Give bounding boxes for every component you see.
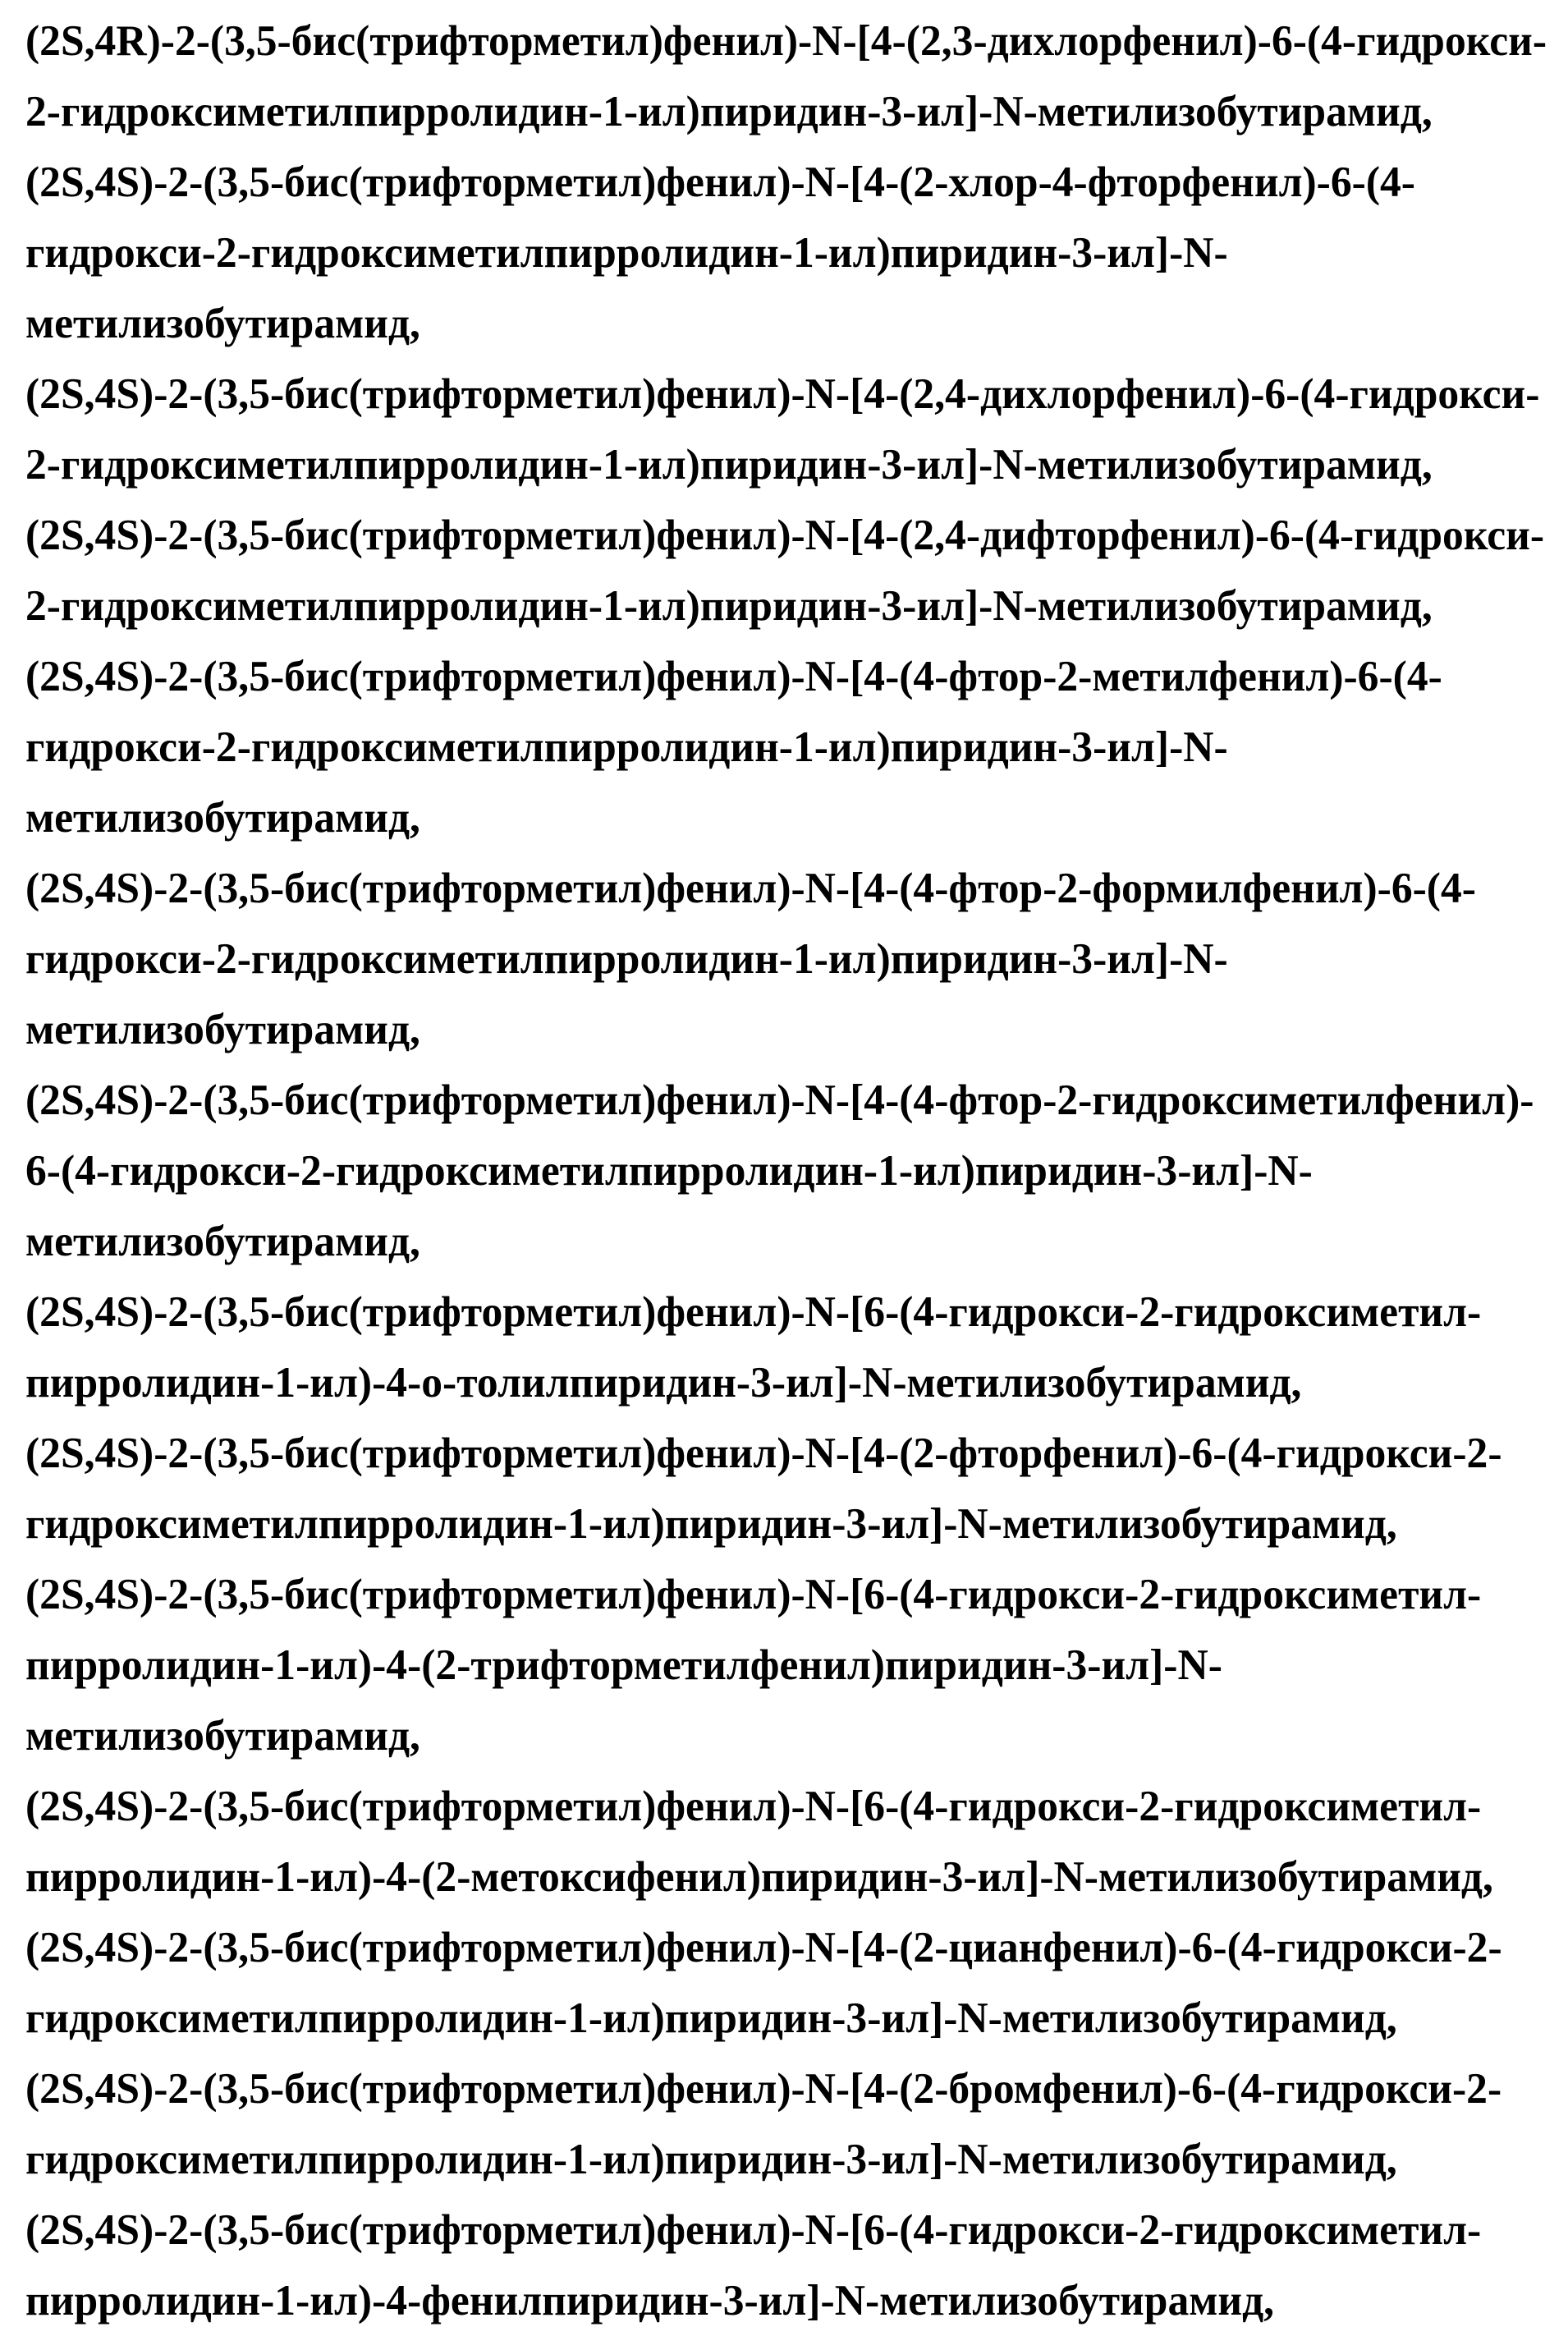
text-line: гидрокси-2-гидроксиметилпирролидин-1-ил)пиридин-3-ил]-N- [25, 218, 1547, 288]
text-line: (2S,4S)-2-(3,5-бис(трифторметил)фенил)-N-[4-(4-фтор-2-гидроксиметилфенил)- [25, 1065, 1547, 1136]
text-line: метилизобутирамид, [25, 1206, 1547, 1277]
document-body [25, 6, 1568, 2336]
text-line: пирролидин-1-ил)-4-о-толилпиридин-3-ил]-N-метилизобутирамид, [25, 1347, 1547, 1418]
text-line: 2-гидроксиметилпирролидин-1-ил)пиридин-3-ил]-N-метилизобутирамид, [25, 571, 1547, 641]
text-line: (2S,4S)-2-(3,5-бис(трифторметил)фенил)-N-[4-(4-фтор-2-метилфенил)-6-(4- [25, 641, 1547, 712]
text-line: (2S,4S)-2-(3,5-бис(трифторметил)фенил)-N-[6-(4-гидрокси-2-гидроксиметил- [25, 1771, 1547, 1842]
text-line: пирролидин-1-ил)-4-(2-метоксифенил)пиридин-3-ил]-N-метилизобутирамид, [25, 1842, 1547, 1912]
text-line: метилизобутирамид, [25, 288, 1547, 359]
text-line: гидроксиметилпирролидин-1-ил)пиридин-3-ил]-N-метилизобутирамид, [25, 2124, 1547, 2195]
text-line: 6-(4-гидрокси-2-гидроксиметилпирролидин-1-ил)пиридин-3-ил]-N- [25, 1136, 1547, 1206]
text-line: (2S,4S)-2-(3,5-бис(трифторметил)фенил)-N-[4-(2-бромфенил)-6-(4-гидрокси-2- [25, 2054, 1547, 2124]
text-line: (2S,4S)-2-(3,5-бис(трифторметил)фенил)-N-[6-(4-гидрокси-2-гидроксиметил- [25, 1277, 1547, 1347]
text-line: гидрокси-2-гидроксиметилпирролидин-1-ил)пиридин-3-ил]-N- [25, 712, 1547, 782]
text-line: (2S,4S)-2-(3,5-бис(трифторметил)фенил)-N-[4-(2-фторфенил)-6-(4-гидрокси-2- [25, 1418, 1547, 1489]
text-line: метилизобутирамид, [25, 1700, 1547, 1771]
text-line: (2S,4S)-2-(3,5-бис(трифторметил)фенил)-N-[6-(4-гидрокси-2-гидроксиметил- [25, 1559, 1547, 1630]
text-line: метилизобутирамид, [25, 782, 1547, 853]
text-line: (2S,4S)-2-(3,5-бис(трифторметил)фенил)-N-[6-(4-гидрокси-2-гидроксиметил- [25, 2195, 1547, 2265]
text-line: 2-гидроксиметилпирролидин-1-ил)пиридин-3-ил]-N-метилизобутирамид, [25, 429, 1547, 500]
text-line: (2S,4S)-2-(3,5-бис(трифторметил)фенил)-N-[4-(2-цианфенил)-6-(4-гидрокси-2- [25, 1912, 1547, 1983]
text-line: гидроксиметилпирролидин-1-ил)пиридин-3-ил]-N-метилизобутирамид, [25, 1489, 1547, 1559]
text-line: пирролидин-1-ил)-4-фенилпиридин-3-ил]-N-метилизобутирамид, [25, 2265, 1547, 2336]
text-line: (2S,4R)-2-(3,5-бис(трифторметил)фенил)-N-[4-(2,3-дихлорфенил)-6-(4-гидрокси- [25, 6, 1547, 76]
text-line: пирролидин-1-ил)-4-(2-трифторметилфенил)пиридин-3-ил]-N- [25, 1630, 1547, 1700]
text-line: (2S,4S)-2-(3,5-бис(трифторметил)фенил)-N-[4-(2-хлор-4-фторфенил)-6-(4- [25, 147, 1547, 218]
text-line: метилизобутирамид, [25, 994, 1547, 1065]
text-line: гидроксиметилпирролидин-1-ил)пиридин-3-ил]-N-метилизобутирамид, [25, 1983, 1547, 2054]
text-line: (2S,4S)-2-(3,5-бис(трифторметил)фенил)-N-[4-(2,4-дифторфенил)-6-(4-гидрокси- [25, 500, 1547, 571]
text-line: (2S,4S)-2-(3,5-бис(трифторметил)фенил)-N-[4-(4-фтор-2-формилфенил)-6-(4- [25, 853, 1547, 924]
text-line: 2-гидроксиметилпирролидин-1-ил)пиридин-3-ил]-N-метилизобутирамид, [25, 76, 1547, 147]
text-line: (2S,4S)-2-(3,5-бис(трифторметил)фенил)-N-[4-(2,4-дихлорфенил)-6-(4-гидрокси- [25, 359, 1547, 429]
text-line: гидрокси-2-гидроксиметилпирролидин-1-ил)пиридин-3-ил]-N- [25, 924, 1547, 994]
